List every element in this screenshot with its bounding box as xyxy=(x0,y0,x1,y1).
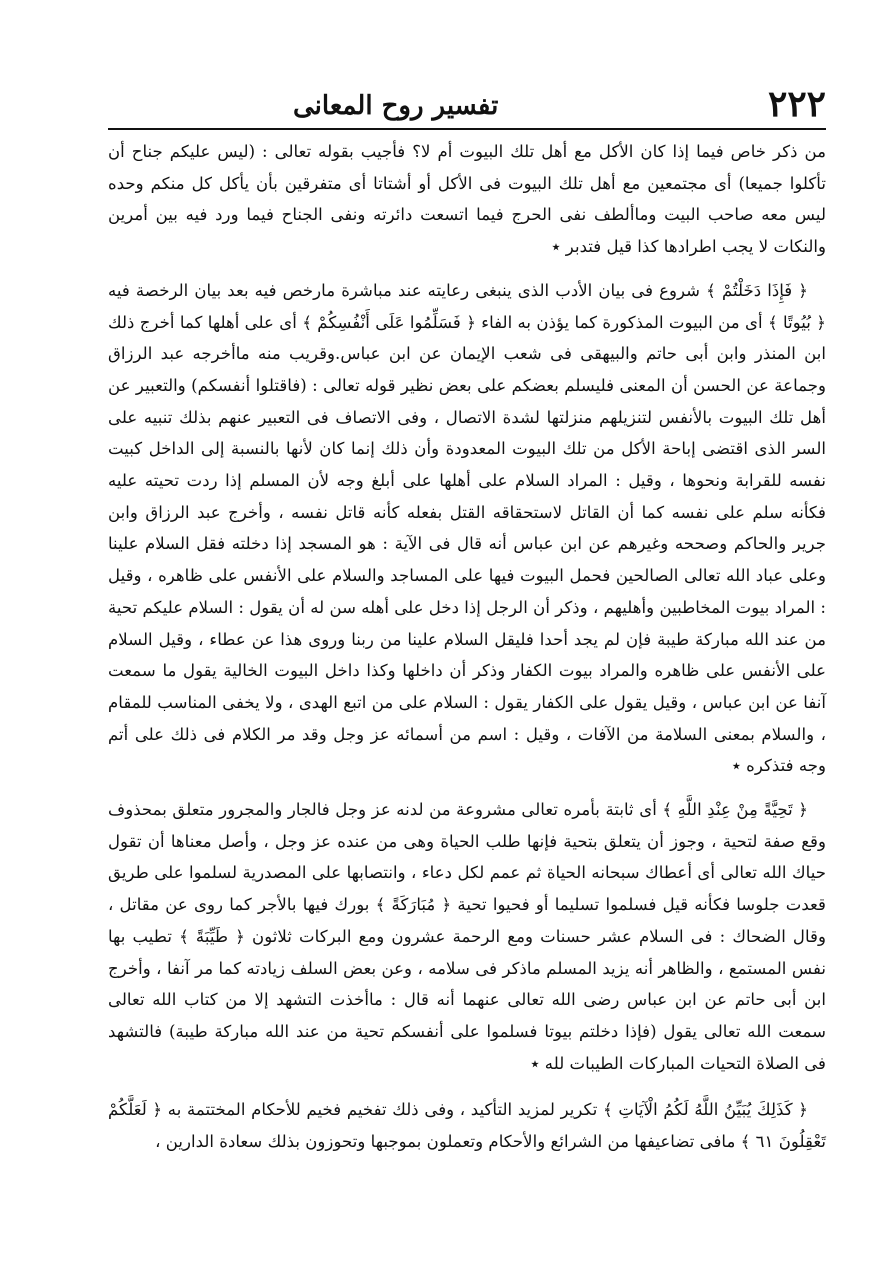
page-number: ٢٢٢ xyxy=(767,83,826,125)
paragraph-2: ﴿ فَإِذَا دَخَلْتُمْ ﴾ شروع فى بيان الأدب الذى ينبغى رعايته عند مباشرة مارخص فيه بعد بيان الرخصة فيه ﴿ بُيُوتًا ﴾ أى من البيوت المذكورة كما يؤذن به الفاء ﴿ فَسَلِّمُوا عَلَى أَنْفُسِكُمْ ﴾ أى على أهلها كما أخرج ذلك ابن المنذر وابن أبى حاتم والبيهقى فى شعب الإيمان عن ابن عباس.وقريب منه ماأخرجه عبد الرزاق وجماعة عن الحسن أن المعنى فليسلم بعضكم على بعض نظير قوله تعالى : (فاقتلوا أنفسكم) والتعبير عن أهل تلك البيوت بالأنفس لتنزيلهم منزلتها لشدة الاتصال ، وفى الاتصاف فى التعبير عنهم بذلك تنبيه على السر الذى اقتضى إباحة الأكل من تلك البيوت المعدودة وأن ذلك إنما كان لأنها بالنسبة إلى الداخل كبيت نفسه للقرابة ونحوها ، وقيل : المراد السلام على أهلها على أبلغ وجه لأن المسلم إذا ردت تحيته عليه فكأنه سلم على نفسه كما أن القاتل لاستحقاقه القتل بفعله كأنه قاتل نفسه ، وأخرج عبد الرزاق وابن جرير والحاكم وصححه وغيرهم عن ابن عباس أنه قال فى الآية : هو المسجد إذا دخلته فقل السلام علينا وعلى عباد الله تعالى الصالحين فحمل البيوت فيها على المساجد والسلام على الأنفس على ظاهره ، وقيل : المراد بيوت المخاطبين وأهليهم ، وذكر أن الرجل إذا دخل على أهله سن له أن يقول : السلام عليكم تحية من عند الله مباركة طيبة فإن لم يجد أحدا فليقل السلام علينا من ربنا وروى هذا عن عطاء ، وقيل السلام على الأنفس على ظاهره والمراد بيوت الكفار وذكر أن داخلها وكذا داخل البيوت الخالية يقول ما سمعت آنفا عن ابن عباس ، وقيل يقول على الكفار يقول : السلام على من اتبع الهدى ، ولا يخفى المناسب للمقام ، والسلام بمعنى السلامة من الآفات ، وقيل : اسم من أسمائه عز وجل وقد مر الكلام فى ذلك على أتم وجه فتذكره ٭ xyxy=(108,280,826,776)
commentary-text xyxy=(108,136,826,1154)
page-header xyxy=(108,82,826,130)
running-title: تفسير روح المعانى xyxy=(293,91,499,121)
paragraph-1: من ذكر خاص فيما إذا كان الأكل مع أهل تلك البيوت أم لا؟ فأجيب بقوله تعالى : (ليس عليكم جناح أن تأكلوا جميعا) أى مجتمعين مع أهل تلك البيوت فى الأكل أو أشتاتا أى متفرقين بأن يأكل كل منكم وحده ليس معه صاحب البيت وماألطف نفى الحرج فيما اتسعت دائرته ونفى الجناح فيما ورد فيه بين أمرين والنكات لا يجب اطرادها كذا قيل فتدبر ٭ xyxy=(108,142,826,257)
paragraph-4: ﴿ كَذَلِكَ يُبَيِّنُ اللَّهُ لَكُمُ الْآيَاتِ ﴾ تكرير لمزيد التأكيد ، وفى ذلك تفخيم فخيم للأحكام المختتمة به ﴿ لَعَلَّكُمْ تَعْقِلُونَ ٦١ ﴾ مافى تضاعيفها من الشرائع والأحكام وتعملون بموجبها وتحوزون بذلك سعادة الدارين ، xyxy=(108,1100,826,1152)
paragraph-3: ﴿ تَحِيَّةً مِنْ عِنْدِ اللَّهِ ﴾ أى ثابتة بأمره تعالى مشروعة من لدنه عز وجل فالجار والمجرور متعلق بمحذوف وقع صفة لتحية ، وجوز أن يتعلق بتحية فإنها طلب الحياة وهى من عنده عز وجل ، وأصل معناها أن تقول حياك الله تعالى أى أعطاك سبحانه الحياة ثم عمم لكل دعاء ، وانتصابها على المصدرية لسلموا على طريق قعدت جلوسا فكأنه قيل فسلموا تسليما أو فحيوا تحية ﴿ مُبَارَكَةً ﴾ بورك فيها بالأجر كما روى عن مقاتل ، وقال الضحاك : فى السلام عشر حسنات ومع الرحمة عشرون ومع البركات ثلاثون ﴿ طَيِّبَةً ﴾ تطيب بها نفس المستمع ، والظاهر أنه يزيد المسلم ماذكر فى سلامه ، وعن بعض السلف زيادته كما مر آنفا ، وأخرج ابن أبى حاتم عن ابن عباس رضى الله تعالى عنهما أنه قال : ماأخذت التشهد إلا من كتاب الله تعالى سمعت الله تعالى يقول (فإذا دخلتم بيوتا فسلموا على أنفسكم تحية من عند الله مباركة طيبة) فالتشهد فى الصلاة التحيات المباركات الطيبات لله ٭ xyxy=(108,800,826,1073)
